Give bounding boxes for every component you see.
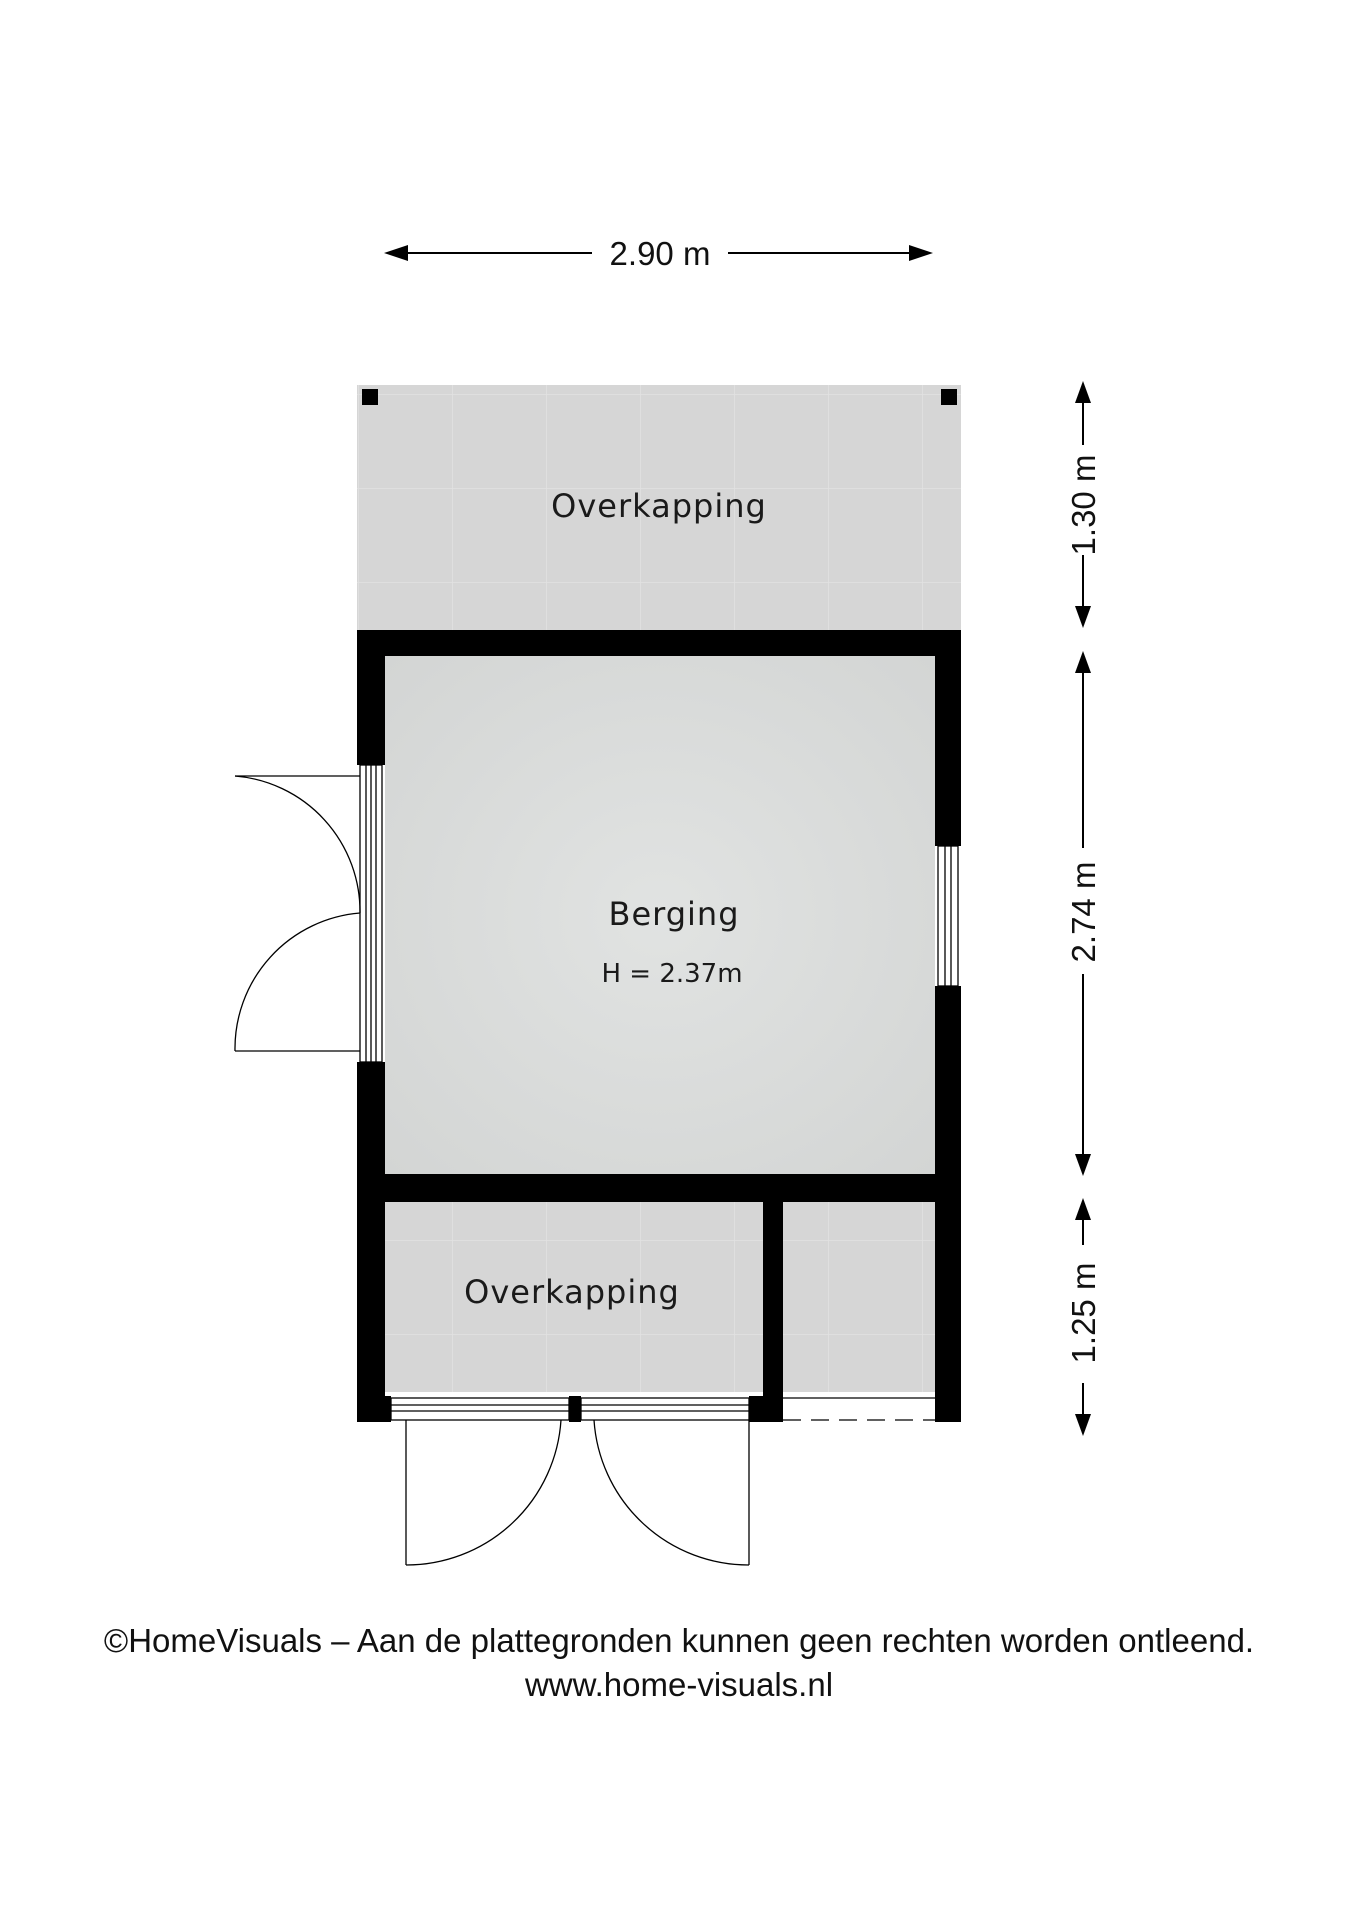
left-double-door (235, 765, 382, 1062)
top-depth-label: 1.30 m (1065, 454, 1102, 556)
website-link[interactable]: www.home-visuals.nl (524, 1666, 834, 1703)
post-left (362, 389, 378, 405)
copyright-notice: ©HomeVisuals – Aan de plattegronden kunnen geen rechten worden ontleend. (103, 1622, 1255, 1659)
bottom-canopy-label: Overkapping (464, 1273, 680, 1311)
storage-label: Berging (608, 895, 740, 933)
bottom-depth-label: 1.25 m (1065, 1262, 1102, 1364)
bottom-double-door (391, 1398, 749, 1565)
width-dimension-label: 2.90 m (609, 235, 711, 272)
top-canopy-label: Overkapping (551, 487, 767, 525)
side-canopy-floor (783, 1202, 935, 1392)
right-window (938, 846, 958, 986)
storage-height-label: H = 2.37m (601, 959, 743, 989)
post-right (941, 389, 957, 405)
side-opening (783, 1398, 935, 1420)
middle-depth-label: 2.74 m (1065, 861, 1102, 963)
